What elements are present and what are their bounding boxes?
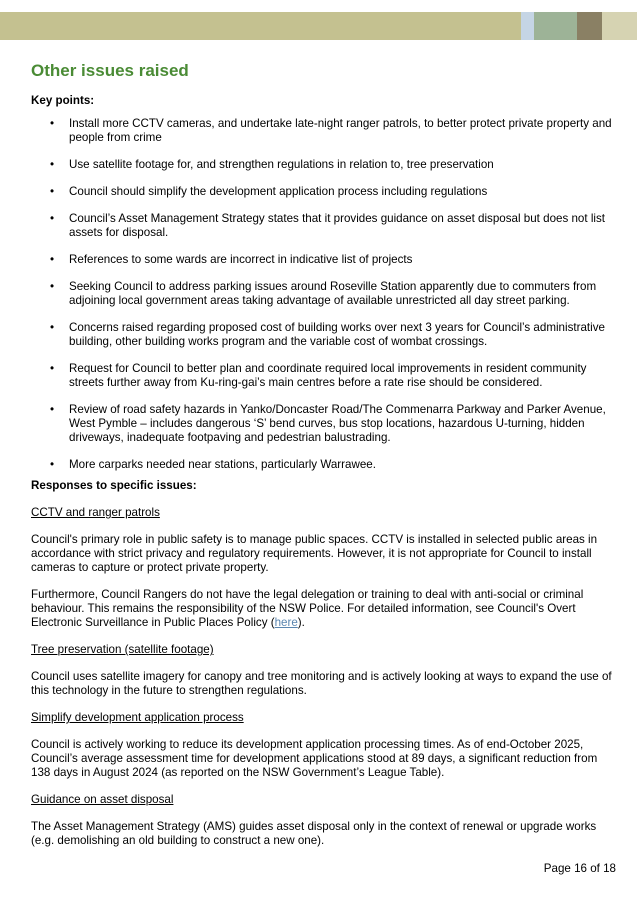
- bullet-icon: •: [50, 321, 55, 334]
- list-item: • Use satellite footage for, and strengthen regulations in relation to, tree preservation: [50, 158, 494, 171]
- paragraph-da: Council is actively working to reduce its development application processing times. As of end-October 2025, Council’s average assessment time for development applications stood at 89 days, a significant reduction from 138 days in August 2024 (as reported on the NSW Government’s League Table).: [31, 738, 598, 779]
- key-points-heading: Key points:: [31, 94, 95, 107]
- document-body: [31, 60, 615, 848]
- bullet-icon: •: [50, 458, 55, 471]
- page-number: Page 16 of 18: [543, 862, 616, 875]
- header-band-light-block: [521, 12, 534, 40]
- bullet-icon: •: [50, 185, 55, 198]
- header-band-pale-block: [602, 12, 637, 40]
- header-band-main: [0, 12, 521, 40]
- key-points-list: [31, 117, 615, 472]
- bullet-icon: •: [50, 403, 55, 416]
- paragraph-tree: Council uses satellite imagery for canopy and tree monitoring and is actively looking at ways to expand the use of this technology in the future to strengthen regulations.: [31, 670, 612, 697]
- section-title-da: Simplify development application process: [31, 711, 244, 724]
- policy-link[interactable]: here: [274, 616, 298, 629]
- list-item: • Seeking Council to address parking issues around Roseville Station apparently due to commuters from adjoining local government areas taking advantage of available unrestricted all day street parking.: [50, 280, 597, 307]
- paragraph-cctv-1: Council's primary role in public safety is to manage public spaces. CCTV is installed in selected public areas in accordance with strict privacy and regulatory requirements. However, it is not appropriate for Council to install cameras to capture or protect private property.: [31, 533, 598, 574]
- list-item: • More carparks needed near stations, particularly Warrawee.: [50, 458, 376, 471]
- list-item: • Install more CCTV cameras, and undertake late-night ranger patrols, to better protect private property and people from crime: [50, 117, 612, 144]
- header-band-olive-block: [577, 12, 602, 40]
- paragraph-asset: The Asset Management Strategy (AMS) guides asset disposal only in the context of renewal or upgrade works (e.g. demolishing an old building to construct a new one).: [31, 820, 597, 847]
- page-title: Other issues raised: [31, 61, 189, 80]
- bullet-icon: •: [50, 158, 55, 171]
- bullet-icon: •: [50, 117, 55, 130]
- bullet-icon: •: [50, 280, 55, 293]
- bullet-icon: •: [50, 212, 55, 225]
- header-band: [0, 12, 637, 40]
- bullet-icon: •: [50, 253, 55, 266]
- paragraph-cctv-2: Furthermore, Council Rangers do not have the legal delegation or training to deal with anti-social or criminal behaviour. This remains the responsibility of the NSW Police. For detailed information, see Council's Overt Electronic Surveillance in Public Places Policy (here).: [31, 588, 584, 629]
- list-item: • References to some wards are incorrect in indicative list of projects: [50, 253, 413, 266]
- list-item: • Concerns raised regarding proposed cost of building works over next 3 years for Council’s administrative building, other building works program and the variable cost of wombat crossings.: [50, 321, 605, 348]
- list-item: • Request for Council to better plan and coordinate required local improvements in resident community streets further away from Ku-ring-gai’s main centres before a rate rise should be considered.: [50, 362, 587, 389]
- section-title-cctv: CCTV and ranger patrols: [31, 506, 160, 519]
- list-item: • Council’s Asset Management Strategy states that it provides guidance on asset disposal but does not list assets for disposal.: [50, 212, 605, 239]
- section-title-tree: Tree preservation (satellite footage): [31, 643, 214, 656]
- header-band-sage-block: [534, 12, 577, 40]
- list-item: • Review of road safety hazards in Yanko/Doncaster Road/The Commenarra Parkway and Parker Avenue, West Pymble – includes dangerous ‘S’ bend curves, bus stop locations, hazardous U-turning, hidden driveways, inadequate footpaving and pedestrian balustrading.: [50, 403, 606, 444]
- responses-heading: Responses to specific issues:: [31, 479, 197, 492]
- list-item: • Council should simplify the development application process including regulations: [50, 185, 488, 198]
- section-title-asset: Guidance on asset disposal: [31, 793, 174, 806]
- bullet-icon: •: [50, 362, 55, 375]
